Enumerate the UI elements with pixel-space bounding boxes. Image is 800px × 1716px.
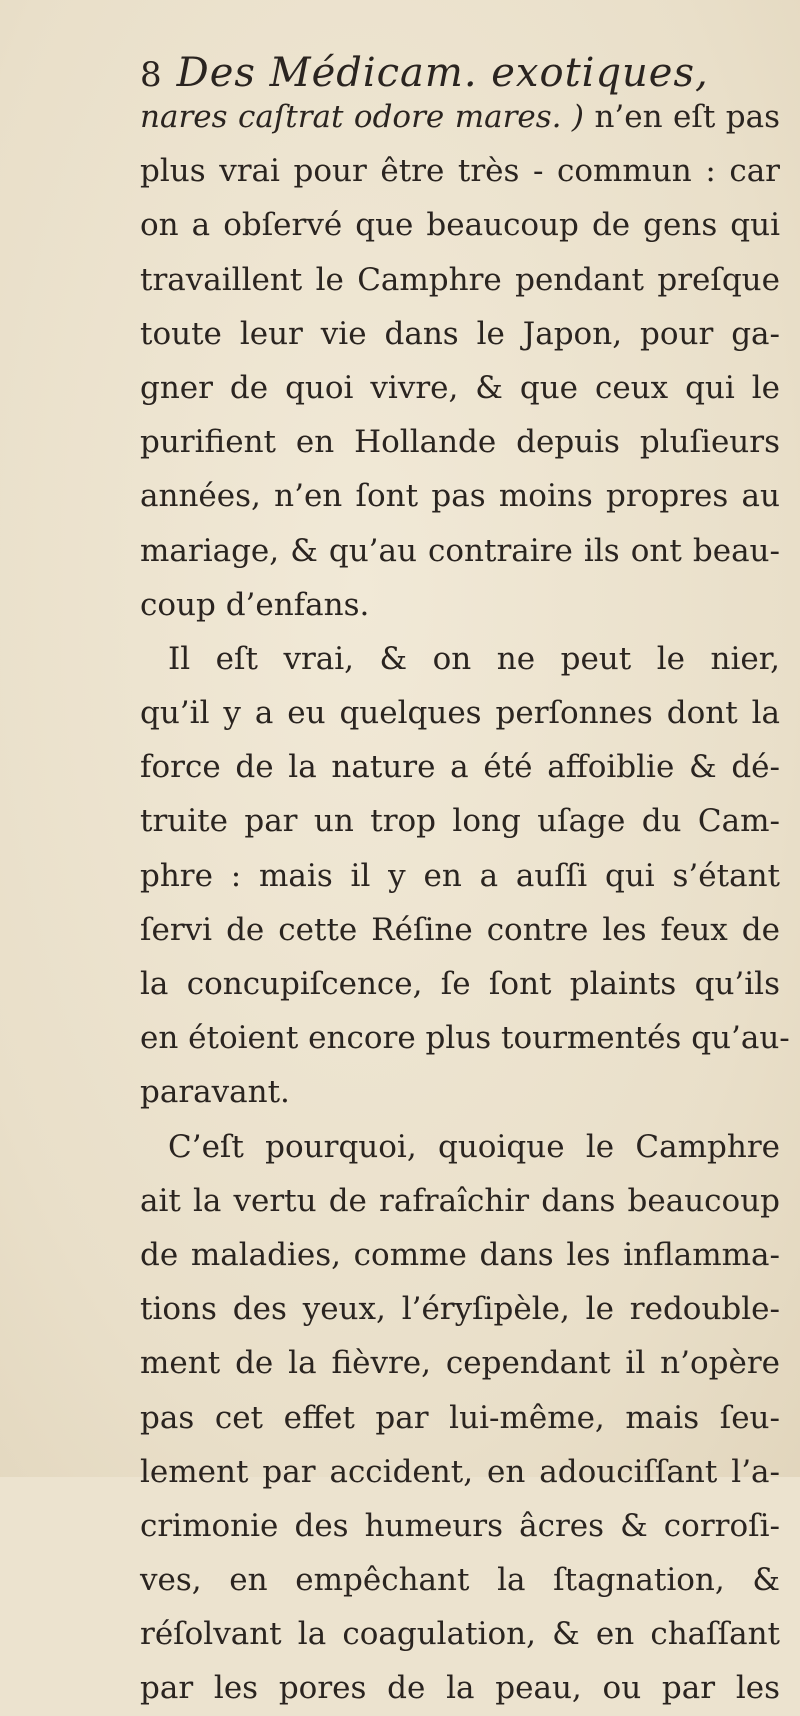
line-text: en étoient encore plus tourmentés qu’au-: [140, 1020, 790, 1057]
text-line: [140, 903, 780, 957]
line-text: gner de quoi vivre, & que ceux qui le: [140, 369, 780, 406]
line-text: qu’il y a eu quelques perſonnes dont la: [140, 695, 780, 732]
text-line: [140, 253, 780, 307]
line-text: phre : mais il y en a auſſi qui s’étant: [140, 857, 780, 894]
text-line: [140, 686, 780, 740]
text-line: [140, 307, 780, 361]
line-text: Il eſt vrai, & on ne peut le nier,: [168, 640, 780, 677]
line-text: on a obſervé que beaucoup de gens qui: [140, 207, 780, 244]
text-line: [140, 1011, 790, 1065]
line-text: travaillent le Camphre pendant preſque: [140, 261, 780, 298]
line-text: lement par accident, en adouciſſant l’a-: [140, 1453, 780, 1490]
text-line: [140, 1391, 780, 1445]
text-line: [140, 1282, 780, 1336]
text-line: [140, 794, 780, 848]
line-text: truite par un trop long uſage du Cam-: [140, 803, 780, 840]
text-line: [140, 1174, 780, 1228]
body-text: [140, 90, 790, 1716]
line-text: ait la vertu de rafraîchir dans beaucoup: [140, 1182, 780, 1219]
page-number: 8: [140, 55, 163, 95]
line-text: tions des yeux, l’éryſipèle, le redouble-: [140, 1291, 780, 1328]
text-line: [140, 1445, 780, 1499]
line-text: crimonie des humeurs âcres & corroſi-: [140, 1507, 780, 1544]
text-line: [140, 1065, 780, 1119]
text-line: [140, 198, 780, 252]
line-text: ves, en empêchant la ſtagnation, &: [140, 1562, 780, 1599]
text-line: [140, 415, 780, 469]
text-line: [140, 361, 780, 415]
text-line: [140, 1336, 780, 1390]
line-text: coup d’enfans.: [140, 586, 370, 623]
text-line: [140, 469, 780, 523]
line-text: ment de la fièvre, cependant il n’opère: [140, 1345, 780, 1382]
text-line: [140, 1553, 780, 1607]
italic-quote: nares caſtrat odore mares. ): [140, 99, 585, 135]
text-line: [140, 578, 780, 632]
text-line: [140, 740, 780, 794]
line-text: n’en eſt pas: [584, 99, 780, 135]
line-text: paravant.: [140, 1074, 290, 1111]
line-text: mariage, & qu’au contraire ils ont beau-: [140, 532, 780, 569]
text-line: [140, 1228, 780, 1282]
text-line: [140, 1499, 780, 1553]
line-text: réſolvant la coagulation, & en chaſſant: [140, 1616, 780, 1653]
line-text: C’eſt pourquoi, quoique le Camphre: [168, 1128, 780, 1165]
text-line: [140, 524, 780, 578]
line-text: force de la nature a été affoiblie & dé-: [140, 749, 780, 786]
line-text: de maladies, comme dans les inflamma-: [140, 1236, 780, 1273]
text-line: [140, 957, 780, 1011]
text-line: [140, 144, 780, 198]
text-line: [140, 849, 780, 903]
text-line: [140, 90, 780, 144]
text-line: [140, 1607, 780, 1661]
text-line: [140, 632, 780, 686]
line-text: purifient en Hollande depuis pluſieurs: [140, 424, 780, 461]
line-text: plus vrai pour être très - commun : car: [140, 153, 780, 190]
line-text: toute leur vie dans le Japon, pour ga-: [140, 315, 780, 352]
running-title: Des Médicam. exotiques,: [176, 50, 709, 96]
line-text: années, n’en ſont pas moins propres au: [140, 478, 780, 515]
line-text: par les pores de la peau, ou par les: [140, 1670, 780, 1707]
line-text: la concupiſcence, ſe ſont plaints qu’ils: [140, 966, 780, 1002]
line-text: pas cet effet par lui-même, mais ſeu-: [140, 1399, 780, 1436]
line-text: ſervi de cette Réſine contre les feux de: [140, 911, 780, 948]
text-line: [140, 1661, 780, 1715]
text-line: [140, 1120, 780, 1174]
